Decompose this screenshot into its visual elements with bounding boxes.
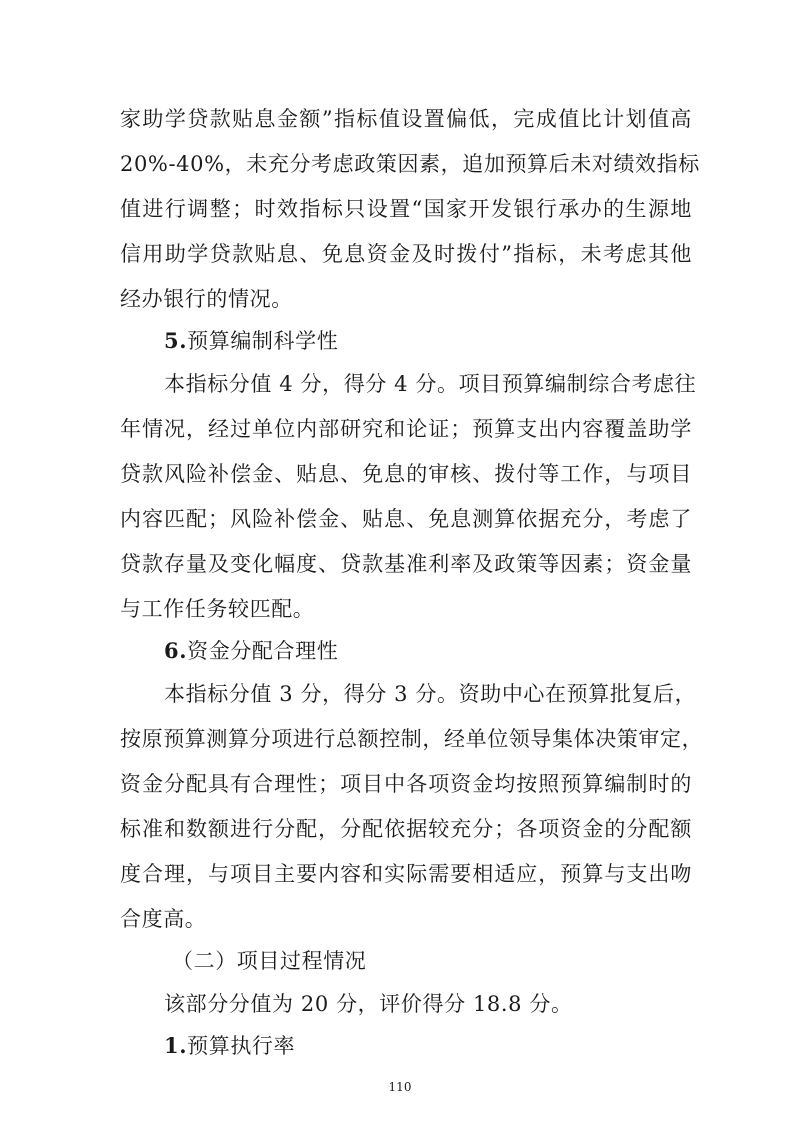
heading-number: 5. xyxy=(164,328,188,353)
paragraph-line: 合度高。 xyxy=(120,907,207,931)
heading-number: 1. xyxy=(164,1033,188,1058)
paragraph-line: 度合理，与项目主要内容和实际需要相适应，预算与支出吻 xyxy=(120,862,692,886)
paragraph-line: 家助学贷款贴息金额”指标值设置偏低，完成值比计划值高 xyxy=(120,107,692,131)
page-number: 110 xyxy=(388,1080,412,1094)
paragraph-line: 年情况，经过单位内部研究和论证；预算支出内容覆盖助学 xyxy=(120,417,692,441)
paragraph-line: 20%-40%，未充分考虑政策因素，追加预算后未对绩效指标 xyxy=(120,152,700,176)
paragraph-line: 该部分分值为 20 分，评价得分 18.8 分。 xyxy=(164,992,573,1016)
paragraph-line: 贷款存量及变化幅度、贷款基准利率及政策等因素；资金量 xyxy=(120,552,692,576)
heading-number: 6. xyxy=(164,638,188,663)
paragraph-line: 信用助学贷款贴息、免息资金及时拨付”指标，未考虑其他 xyxy=(120,242,692,266)
paragraph-line: 本指标分值 4 分，得分 4 分。项目预算编制综合考虑往 xyxy=(164,372,697,396)
paragraph-line: 与工作任务较匹配。 xyxy=(120,597,315,621)
paragraph-line: 按原预算测算分项进行总额控制，经单位领导集体决策审定， xyxy=(120,727,704,751)
heading-text: 资金分配合理性 xyxy=(187,639,339,663)
section-title: （二）项目过程情况 xyxy=(172,949,367,973)
section-heading-6 xyxy=(164,636,338,666)
section-heading-5 xyxy=(164,326,338,356)
section-heading-1 xyxy=(164,1031,295,1061)
heading-text: 预算编制科学性 xyxy=(187,329,339,353)
paragraph-line: 值进行调整；时效指标只设置“国家开发银行承办的生源地 xyxy=(120,197,692,221)
paragraph-line: 标准和数额进行分配，分配依据较充分；各项资金的分配额 xyxy=(120,817,692,841)
heading-text: 预算执行率 xyxy=(187,1034,296,1058)
paragraph-line: 经办银行的情况。 xyxy=(120,287,293,311)
paragraph-line: 资金分配具有合理性；项目中各项资金均按照预算编制时的 xyxy=(120,772,692,796)
paragraph-line: 贷款风险补偿金、贴息、免息的审核、拨付等工作，与项目 xyxy=(120,462,692,486)
paragraph-line: 内容匹配；风险补偿金、贴息、免息测算依据充分，考虑了 xyxy=(120,507,692,531)
paragraph-line: 本指标分值 3 分，得分 3 分。资助中心在预算批复后， xyxy=(164,682,697,706)
